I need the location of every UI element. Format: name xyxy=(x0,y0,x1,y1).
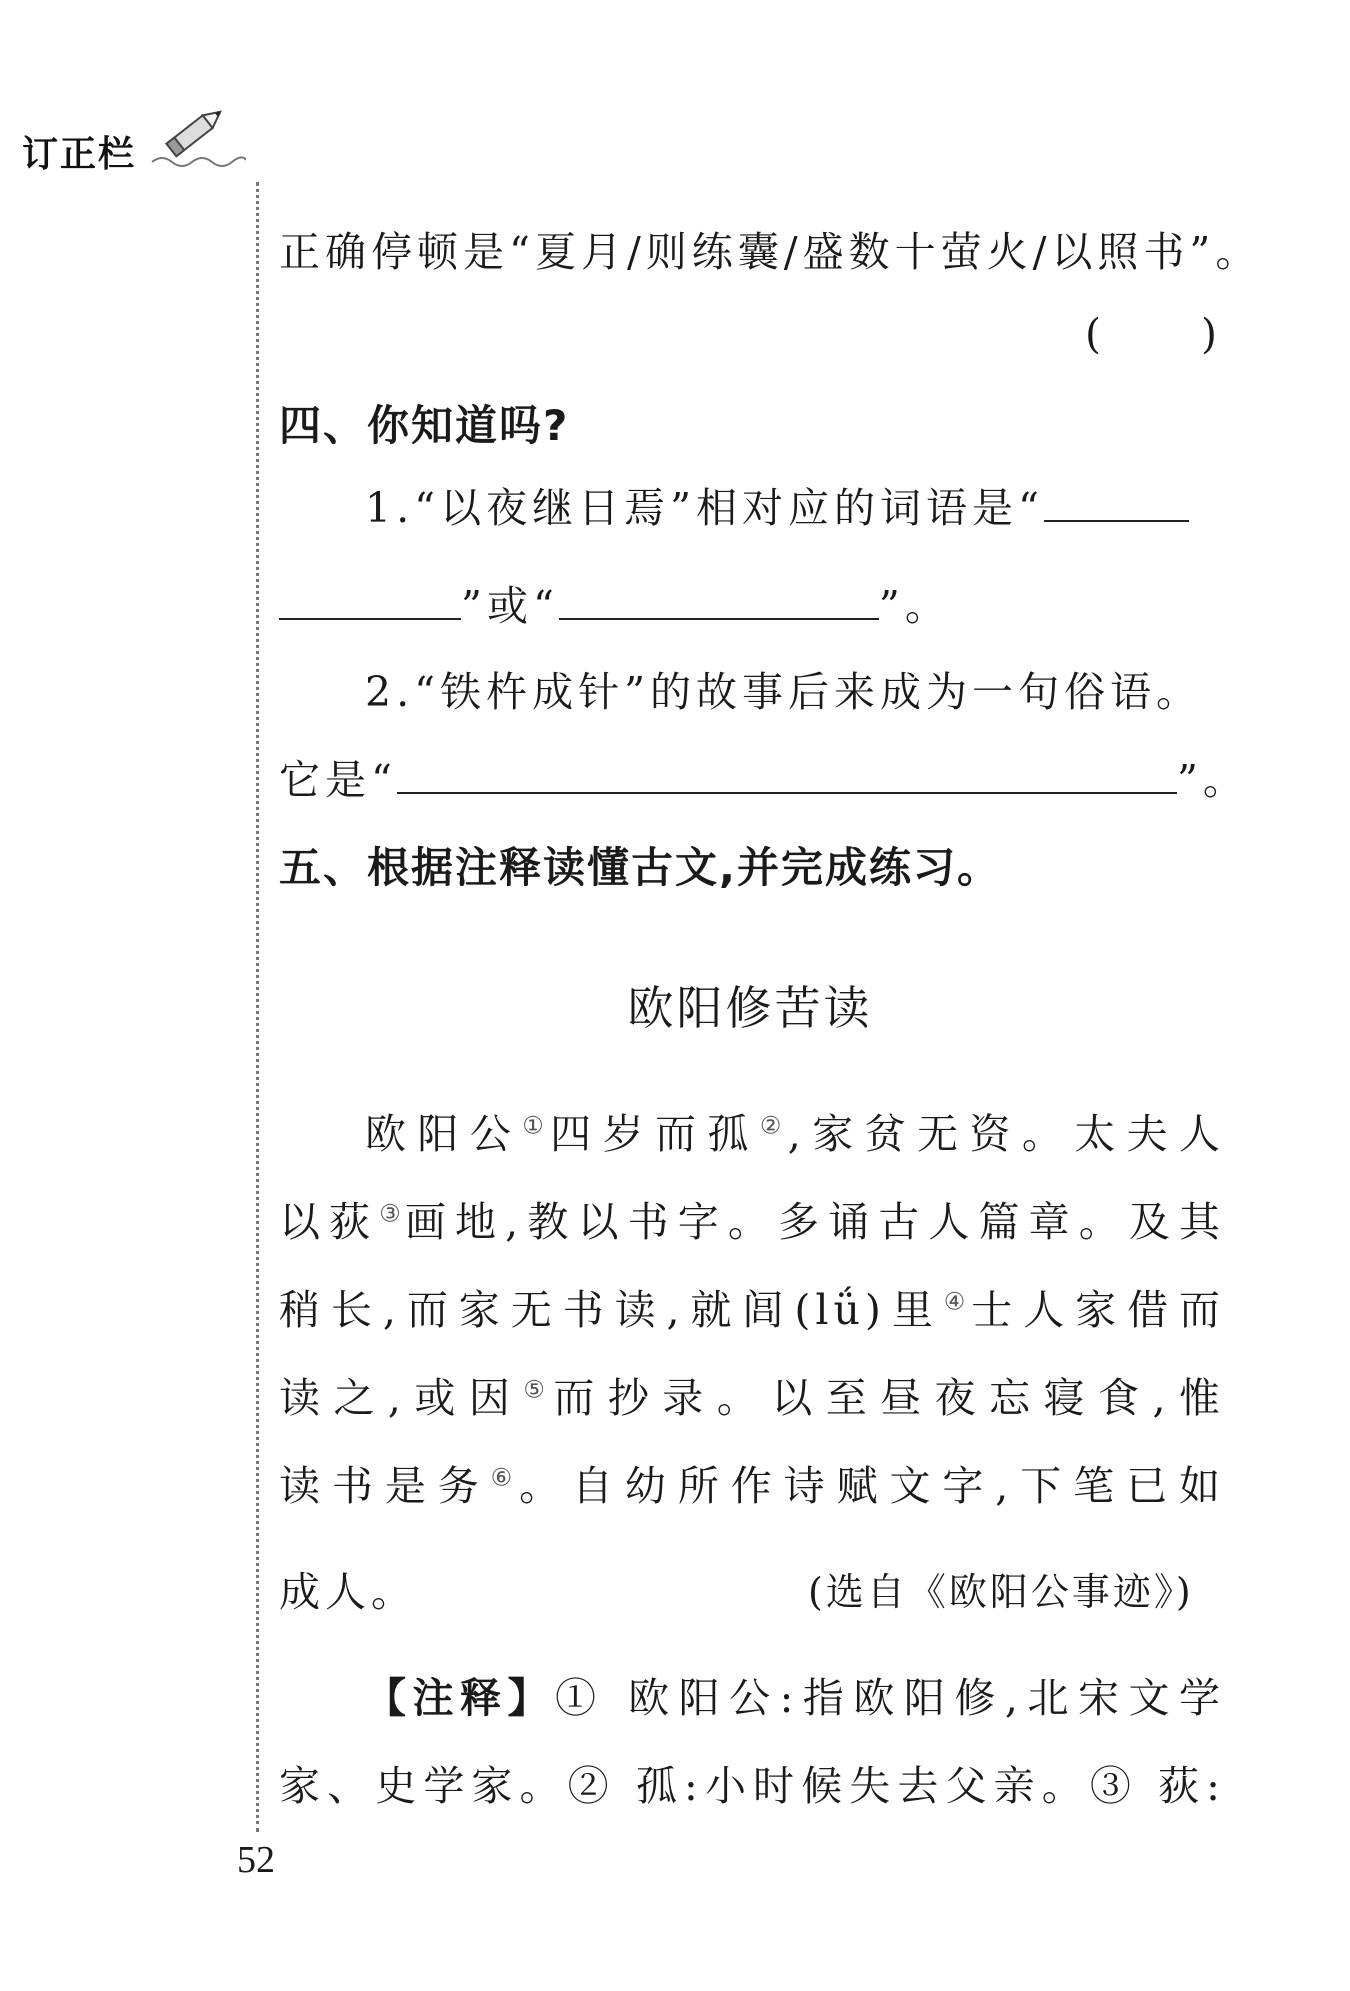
question-1-line1: 1.“以夜继日焉”相对应的词语是“ xyxy=(365,480,1189,536)
answer-blank[interactable] xyxy=(279,578,461,620)
footnote-mark: ③ xyxy=(379,1199,405,1228)
passage-line: 稍长,而家无书读,就闾(lǘ)里④士人家借而 xyxy=(279,1286,1226,1334)
pencil-icon xyxy=(150,98,246,168)
answer-blank[interactable] xyxy=(397,752,1177,794)
answer-blank[interactable] xyxy=(1044,480,1189,522)
footnote-mark: ④ xyxy=(943,1287,972,1316)
footnote-mark: ⑥ xyxy=(490,1463,520,1492)
notes-line: 家、史学家。② 孤:小时候失去父亲。③ 荻: xyxy=(279,1762,1225,1810)
answer-blank[interactable] xyxy=(559,578,879,620)
section-heading-5: 五、根据注释读懂古文,并完成练习。 xyxy=(279,843,1001,892)
notes-line: 【注释】① 欧阳公:指欧阳修,北宋文学 xyxy=(365,1674,1225,1722)
passage-line: 欧阳公①四岁而孤②,家贫无资。太夫人 xyxy=(365,1110,1226,1158)
answer-parentheses: ( ) xyxy=(1085,310,1217,358)
notes-label: 【注释】 xyxy=(365,1674,556,1722)
section-heading-4: 四、你知道吗? xyxy=(279,401,570,450)
passage-line: 读之,或因⑤而抄录。以至昼夜忘寝食,惟 xyxy=(279,1374,1225,1422)
question-2-line1: 2.“铁杵成针”的故事后来成为一句俗语。 xyxy=(365,668,1203,716)
footnote-mark: ⑤ xyxy=(523,1375,554,1404)
footnote-mark: ① xyxy=(522,1111,551,1140)
question-2-line2: 它是“ ”。 xyxy=(279,752,1249,808)
correction-column-label: 订正栏 xyxy=(22,134,137,175)
footnote-mark: ② xyxy=(759,1111,788,1140)
page-number: 52 xyxy=(237,1839,275,1881)
passage-title: 欧阳修苦读 xyxy=(627,981,873,1035)
passage-line: 读书是务⑥。自幼所作诗赋文字,下笔已如 xyxy=(279,1462,1225,1510)
text-line: 正确停顿是“夏月/则练囊/盛数十萤火/以照书”。 xyxy=(279,228,1262,276)
question-1-line2: ”或“ ”。 xyxy=(279,578,951,634)
passage-line: 成人。 xyxy=(279,1568,417,1616)
passage-line: 以荻③画地,教以书字。多诵古人篇章。及其 xyxy=(279,1198,1226,1246)
passage-source: (选自《欧阳公事迹》) xyxy=(808,1570,1194,1614)
